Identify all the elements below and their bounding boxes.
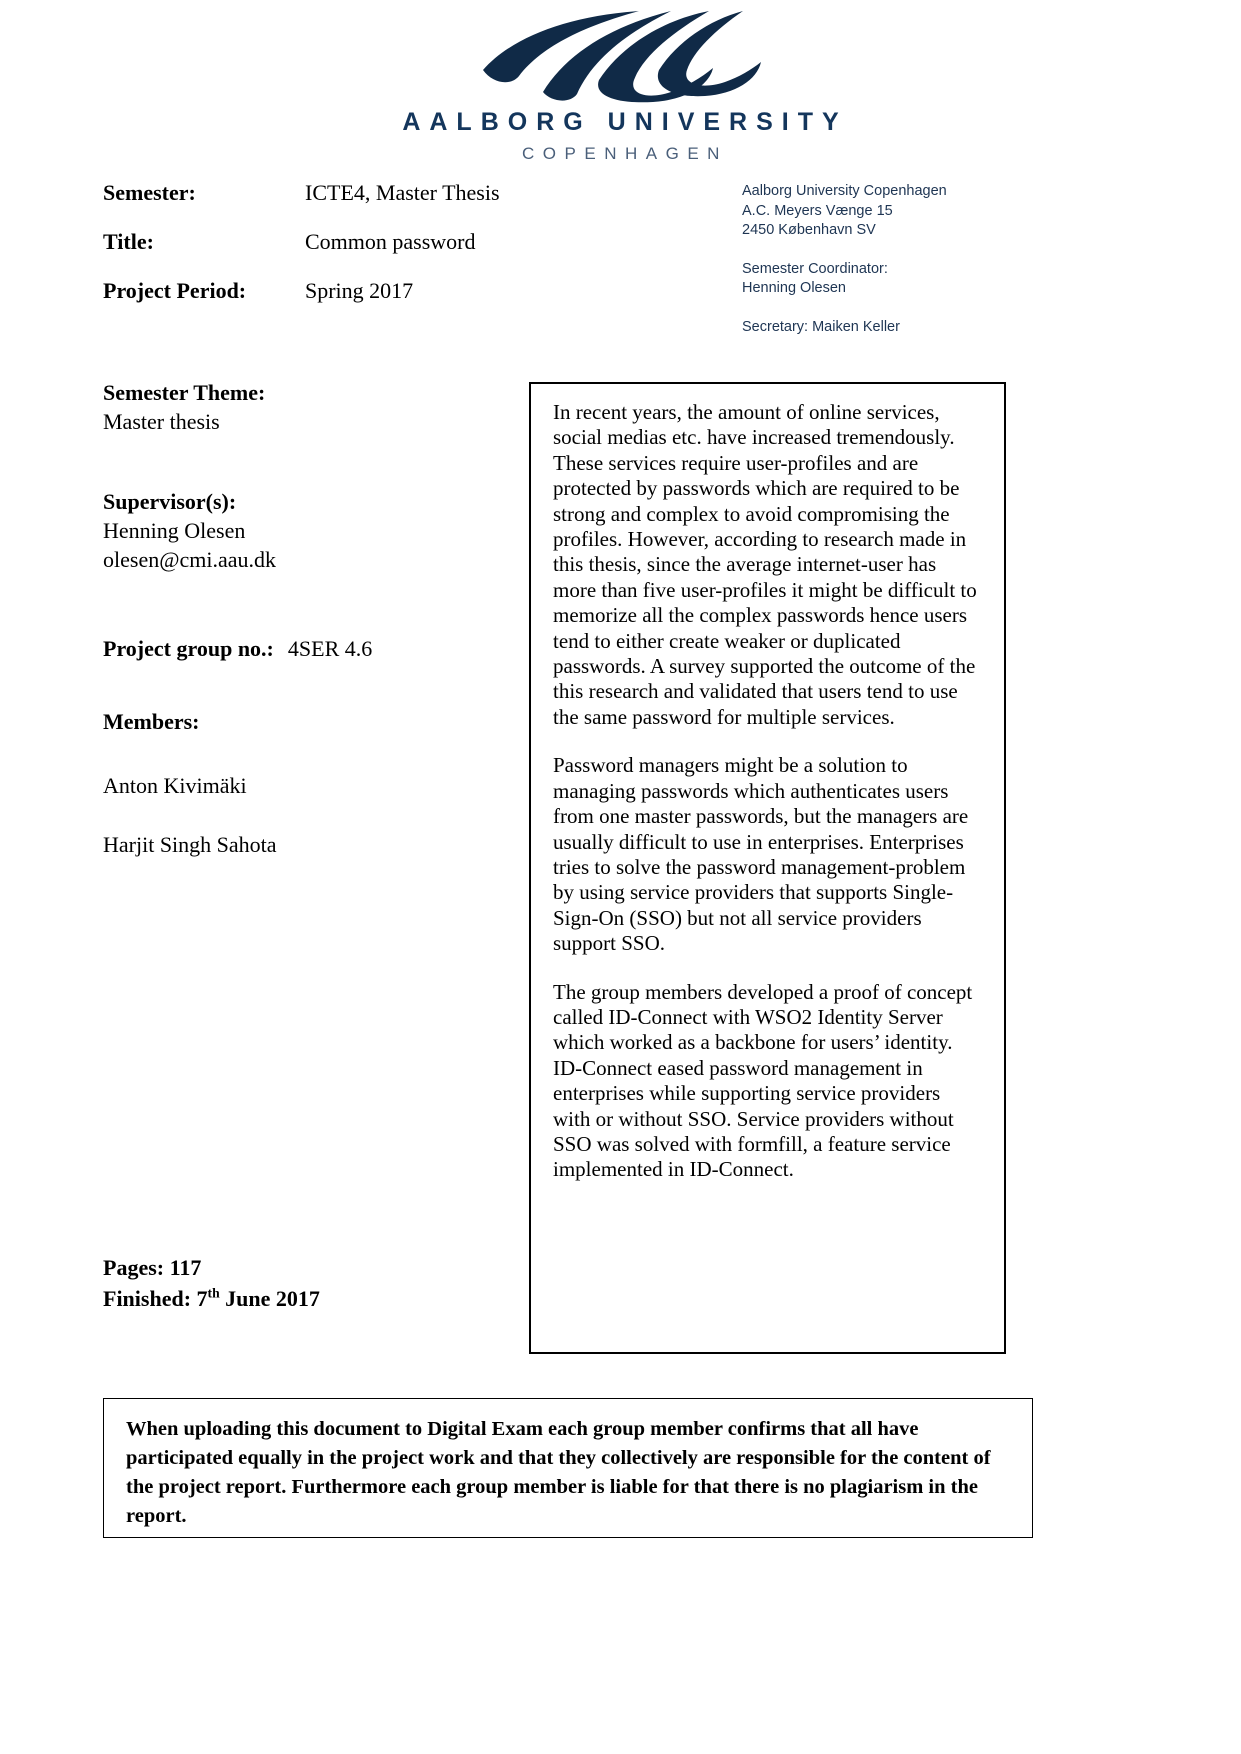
abstract-paragraph-4: ID-Connect eased password management in enterprises while supporting service providers with or without SSO. Service providers without SSO was solved with formfill, a feature service implemented in ID-Connect.	[553, 1055, 954, 1182]
declaration-text: When uploading this document to Digital Exam each group member confirms that all have participated equally in the project work and that they collectively are responsible for the content of the project report. Furthermore each group member is liable for that there is no plagiarism in the report.	[126, 1418, 991, 1528]
supervisors-label: Supervisor(s):	[103, 488, 237, 514]
semester-theme-block	[103, 378, 503, 437]
finished-line	[103, 1283, 320, 1314]
semester-theme-value: Master thesis	[103, 409, 220, 435]
semester-coordinator-group	[742, 260, 1032, 299]
secretary-line: Secretary: Maiken Keller	[742, 318, 900, 335]
semester-coordinator-name: Henning Olesen	[742, 280, 846, 297]
meta-value-title: Common password	[305, 229, 476, 254]
spacer-after-theme	[103, 437, 503, 487]
semester-theme-label: Semester Theme:	[103, 380, 266, 405]
address-line-street: A.C. Meyers Vænge 15	[742, 202, 893, 219]
university-address-block	[742, 182, 1032, 337]
project-group-label: Project group no.:	[103, 636, 274, 662]
finished-prefix: Finished: 7	[103, 1286, 208, 1312]
address-line-university: Aalborg University Copenhagen	[742, 183, 947, 199]
declaration-box	[103, 1398, 1033, 1538]
meta-row-project-period	[103, 278, 573, 304]
member-name-1: Anton Kivimäki	[103, 772, 247, 798]
logo-wordmark: AALBORG UNIVERSITY	[402, 108, 848, 136]
meta-value-semester: ICTE4, Master Thesis	[305, 180, 500, 205]
spacer-after-group	[103, 662, 503, 707]
project-details-column	[103, 378, 503, 859]
meta-row-semester	[103, 180, 573, 206]
spacer-between-members	[103, 800, 503, 830]
semester-meta-table	[103, 180, 573, 327]
project-group-block	[103, 636, 503, 662]
abstract-paragraph-2: Password managers might be a solution to managing passwords which authenticates users from one master passwords, but the managers are usually difficult to use in enterprises. Enterprises tries to solve the password management-problem by using service providers that supports Single-Sign-On (SSO) but not all service providers support SSO.	[553, 753, 969, 956]
address-line-postcode-city: 2450 København SV	[742, 222, 876, 239]
members-label: Members:	[103, 709, 200, 735]
abstract-paragraph-1: In recent years, the amount of online services, social medias etc. have increased tremendously. These services require user-profiles and are protected by passwords which are required to be strong and complex to avoid compromising the profiles. However, according to research made in this thesis, since the average internet-user has more than five user-profiles it might be difficult to memorize all the complex passwords hence users tend to either create weaker or duplicated passwords. A survey supported the outcome of the this research and validated that users tend to use the same password for multiple services.	[553, 400, 977, 729]
meta-value-project-period: Spring 2017	[305, 278, 414, 303]
meta-label-project-period: Project Period:	[103, 278, 247, 303]
logo-campus-name: COPENHAGEN	[522, 144, 728, 163]
spacer-after-members-label	[103, 737, 503, 771]
semester-coordinator-label: Semester Coordinator:	[742, 260, 888, 277]
abstract-paragraph-3: The group members developed a proof of concept called ID-Connect with WSO2 Identity Server which worked as a backbone for users’ identity.	[553, 979, 973, 1055]
abstract-box	[529, 382, 1006, 1354]
aalborg-university-swoosh-icon	[471, 8, 771, 104]
university-logo-block	[0, 8, 1241, 164]
pages-line: Pages: 117	[103, 1255, 202, 1280]
supervisor-name: Henning Olesen	[103, 517, 246, 543]
meta-row-title	[103, 229, 573, 255]
address-institution-group	[742, 182, 1032, 241]
member-name-2: Harjit Singh Sahota	[103, 831, 277, 857]
project-group-value: 4SER 4.6	[287, 636, 373, 662]
members-block	[103, 707, 503, 859]
finished-ordinal-suffix: th	[207, 1285, 220, 1301]
finished-date-rest: June 2017	[219, 1286, 320, 1312]
supervisor-email: olesen@cmi.aau.dk	[103, 547, 276, 572]
meta-label-title: Title:	[103, 229, 154, 254]
supervisors-block	[103, 487, 503, 575]
meta-label-semester: Semester:	[103, 180, 196, 205]
secretary-group	[742, 318, 1032, 338]
spacer-after-supervisors	[103, 574, 503, 636]
pages-finished-block	[103, 1252, 320, 1314]
